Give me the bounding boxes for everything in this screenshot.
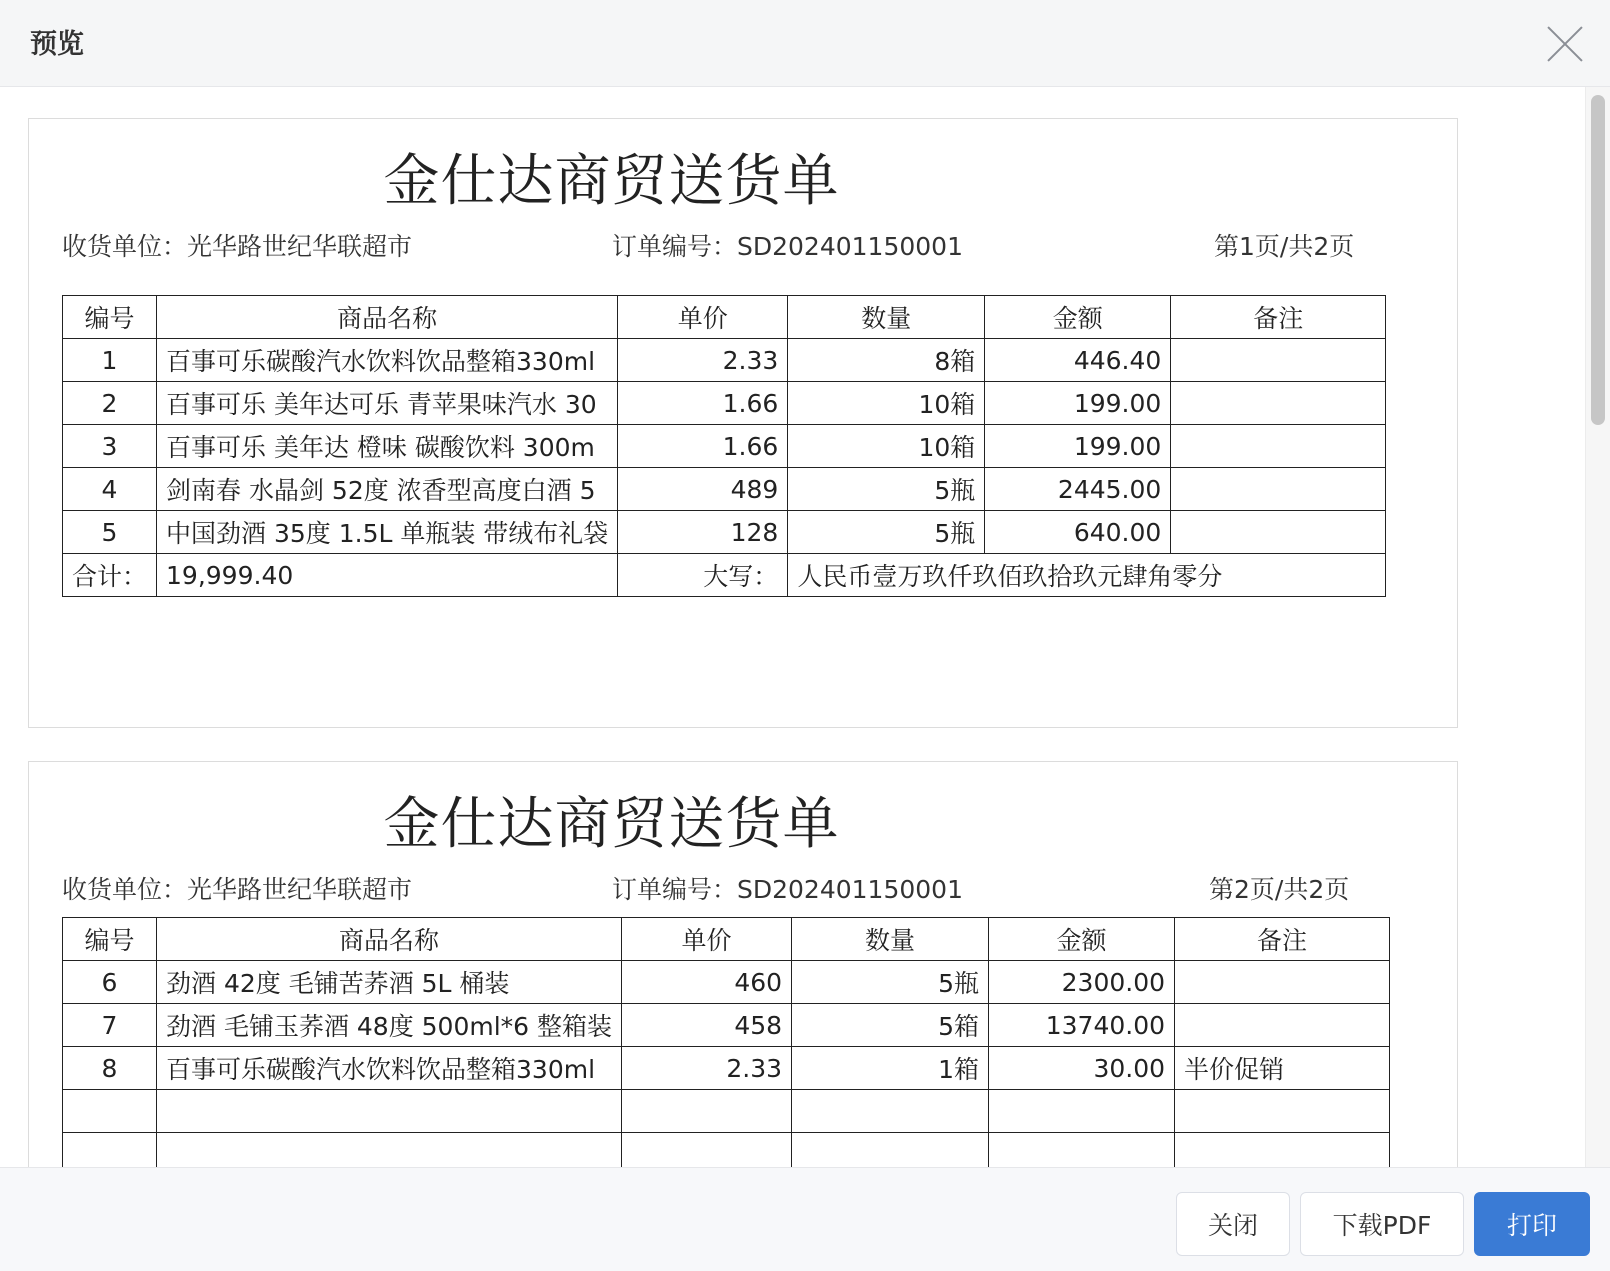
capital-label: 大写： — [618, 554, 788, 597]
item-remark — [1175, 1090, 1390, 1133]
item-price: 1.66 — [618, 382, 788, 425]
item-name: 百事可乐 美年达 橙味 碳酸饮料 300m — [157, 425, 618, 468]
receiver-info: 收货单位：光华路世纪华联超市 — [62, 875, 413, 904]
item-qty: 8箱 — [788, 339, 985, 382]
item-no: 5 — [63, 511, 157, 554]
page-indicator: 第1页/共2页 — [1214, 232, 1355, 261]
item-price: 460 — [622, 961, 792, 1004]
item-remark — [1171, 382, 1386, 425]
item-price: 128 — [618, 511, 788, 554]
header-cell: 编号 — [63, 918, 157, 961]
header-cell: 单价 — [622, 918, 792, 961]
download-pdf-button[interactable]: 下载PDF — [1300, 1192, 1464, 1256]
table-row — [63, 511, 1386, 554]
item-price — [622, 1090, 792, 1133]
header-cell: 金额 — [989, 918, 1175, 961]
item-no — [63, 1090, 157, 1133]
capital-value: 人民币壹万玖仟玖佰玖拾玖元肆角零分 — [788, 554, 1386, 597]
dialog-header — [0, 0, 1610, 87]
preview-content[interactable] — [0, 87, 1610, 1167]
item-remark — [1175, 961, 1390, 1004]
item-qty — [792, 1090, 989, 1133]
close-icon[interactable] — [1545, 24, 1585, 64]
item-remark — [1171, 339, 1386, 382]
print-button[interactable]: 打印 — [1474, 1192, 1590, 1256]
item-amount: 13740.00 — [989, 1004, 1175, 1047]
item-amount: 30.00 — [989, 1047, 1175, 1090]
item-no: 8 — [63, 1047, 157, 1090]
table-row — [63, 468, 1386, 511]
items-table — [62, 917, 1390, 1167]
item-amount: 2300.00 — [989, 961, 1175, 1004]
items-table — [62, 295, 1386, 597]
item-amount — [989, 1133, 1175, 1168]
receiver-info: 收货单位：光华路世纪华联超市 — [62, 232, 413, 261]
preview-page-1 — [28, 118, 1458, 728]
item-remark — [1171, 511, 1386, 554]
item-price: 2.33 — [622, 1047, 792, 1090]
document-title: 金仕达商贸送货单 — [383, 792, 840, 857]
header-cell: 商品名称 — [157, 296, 618, 339]
header-cell: 数量 — [792, 918, 989, 961]
table-row — [63, 1047, 1390, 1090]
table-row — [63, 425, 1386, 468]
item-qty: 5瓶 — [788, 511, 985, 554]
header-cell: 备注 — [1175, 918, 1390, 961]
item-qty — [792, 1133, 989, 1168]
item-price: 1.66 — [618, 425, 788, 468]
table-header-row — [63, 918, 1390, 961]
total-value: 19,999.40 — [157, 554, 618, 597]
item-price: 2.33 — [618, 339, 788, 382]
item-price: 458 — [622, 1004, 792, 1047]
item-remark — [1175, 1004, 1390, 1047]
table-header-row — [63, 296, 1386, 339]
dialog-title: 预览 — [30, 29, 84, 60]
item-price: 489 — [618, 468, 788, 511]
header-cell: 编号 — [63, 296, 157, 339]
item-qty: 5箱 — [792, 1004, 989, 1047]
item-no: 4 — [63, 468, 157, 511]
item-no: 2 — [63, 382, 157, 425]
order-number: 订单编号：SD202401150001 — [612, 232, 963, 261]
item-no: 6 — [63, 961, 157, 1004]
close-button[interactable]: 关闭 — [1176, 1192, 1290, 1256]
item-price — [622, 1133, 792, 1168]
item-no: 1 — [63, 339, 157, 382]
item-remark — [1171, 425, 1386, 468]
item-no: 7 — [63, 1004, 157, 1047]
item-name: 劲酒 42度 毛铺苦荞酒 5L 桶装 — [157, 961, 622, 1004]
item-name: 百事可乐碳酸汽水饮料饮品整箱330ml — [157, 1047, 622, 1090]
total-row — [63, 554, 1386, 597]
item-remark — [1171, 468, 1386, 511]
item-qty: 10箱 — [788, 425, 985, 468]
item-no — [63, 1133, 157, 1168]
item-qty: 10箱 — [788, 382, 985, 425]
preview-page-2 — [28, 761, 1458, 1167]
item-qty: 5瓶 — [788, 468, 985, 511]
item-remark: 半价促销 — [1175, 1047, 1390, 1090]
document-title: 金仕达商贸送货单 — [383, 149, 840, 214]
table-row — [63, 961, 1390, 1004]
item-amount: 2445.00 — [985, 468, 1171, 511]
page-indicator: 第2页/共2页 — [1209, 875, 1350, 904]
table-row — [63, 1004, 1390, 1047]
total-label: 合计： — [63, 554, 157, 597]
item-qty: 5瓶 — [792, 961, 989, 1004]
header-cell: 备注 — [1171, 296, 1386, 339]
item-name — [157, 1090, 622, 1133]
scrollbar-thumb[interactable] — [1591, 95, 1605, 425]
item-amount: 640.00 — [985, 511, 1171, 554]
table-row — [63, 1133, 1390, 1168]
header-cell: 数量 — [788, 296, 985, 339]
item-name: 中国劲酒 35度 1.5L 单瓶装 带绒布礼袋 — [157, 511, 618, 554]
table-row — [63, 339, 1386, 382]
item-name: 百事可乐碳酸汽水饮料饮品整箱330ml — [157, 339, 618, 382]
header-cell: 商品名称 — [157, 918, 622, 961]
item-name: 劲酒 毛铺玉荞酒 48度 500ml*6 整箱装 — [157, 1004, 622, 1047]
item-amount: 199.00 — [985, 382, 1171, 425]
item-amount — [989, 1090, 1175, 1133]
item-qty: 1箱 — [792, 1047, 989, 1090]
item-name: 百事可乐 美年达可乐 青苹果味汽水 30 — [157, 382, 618, 425]
header-cell: 金额 — [985, 296, 1171, 339]
header-cell: 单价 — [618, 296, 788, 339]
item-name — [157, 1133, 622, 1168]
table-row — [63, 382, 1386, 425]
item-name: 剑南春 水晶剑 52度 浓香型高度白酒 5 — [157, 468, 618, 511]
item-no: 3 — [63, 425, 157, 468]
table-row — [63, 1090, 1390, 1133]
item-amount: 199.00 — [985, 425, 1171, 468]
item-amount: 446.40 — [985, 339, 1171, 382]
order-number: 订单编号：SD202401150001 — [612, 875, 963, 904]
item-remark — [1175, 1133, 1390, 1168]
